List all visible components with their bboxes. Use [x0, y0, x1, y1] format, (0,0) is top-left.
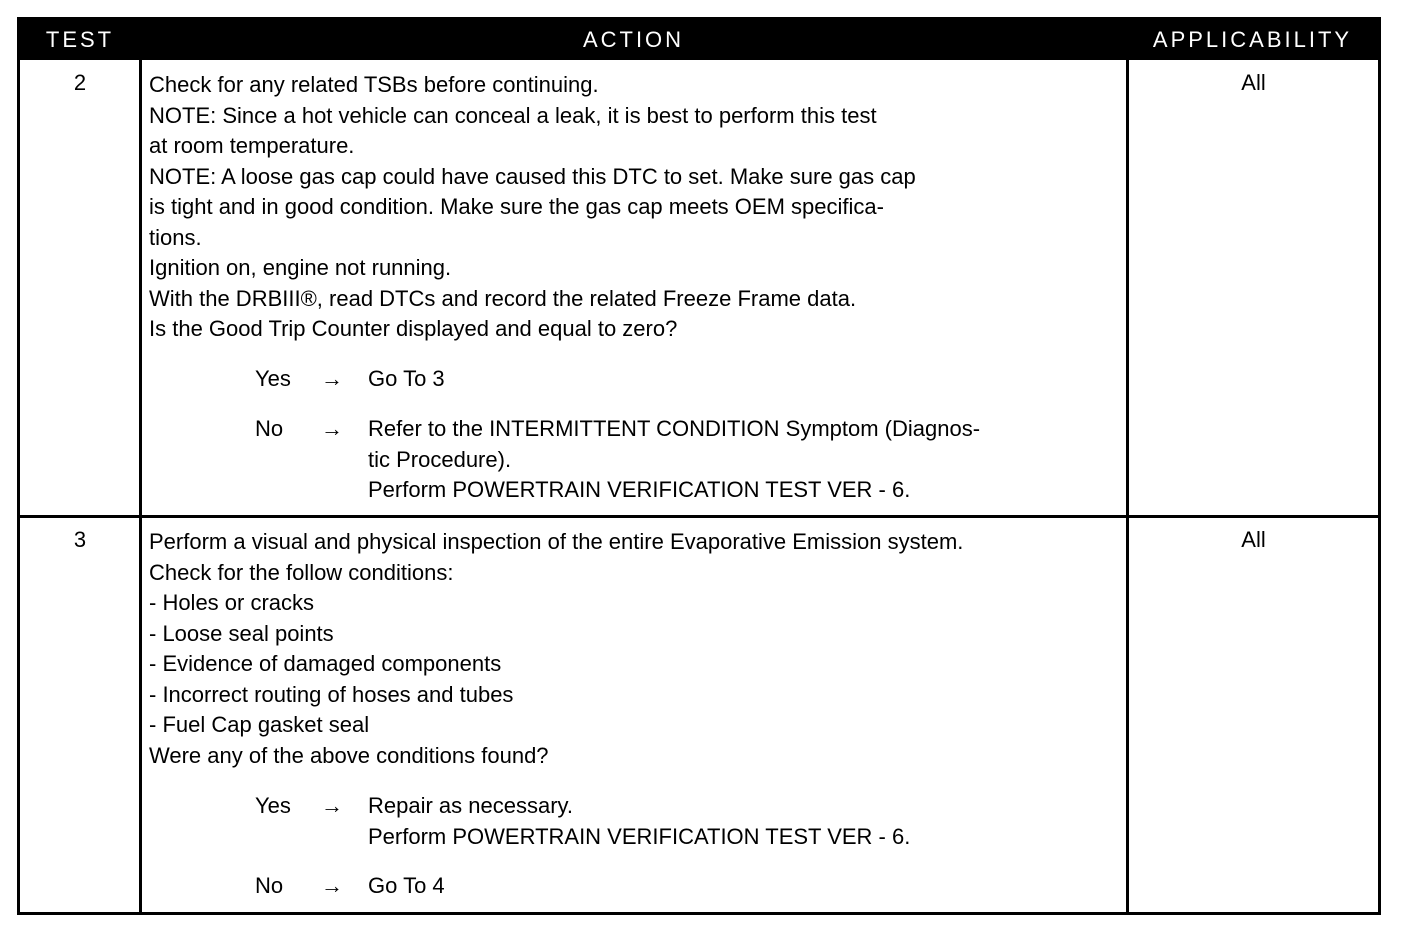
action-line: - Evidence of damaged components	[149, 651, 502, 676]
header-action: ACTION	[582, 27, 685, 52]
action-text	[149, 70, 1121, 345]
result-line: Go To 4	[368, 873, 445, 898]
action-line: - Incorrect routing of hoses and tubes	[149, 681, 514, 707]
result-line: Perform POWERTRAIN VERIFICATION TEST VER - 6.	[368, 477, 911, 502]
action-line: Is the Good Trip Counter displayed and equal to zero?	[149, 316, 678, 341]
result-line: Perform POWERTRAIN VERIFICATION TEST VER - 6.	[368, 823, 911, 849]
answer-label: No	[255, 873, 284, 898]
answer-result	[368, 414, 1128, 506]
action-line: Were any of the above conditions found?	[149, 742, 549, 768]
action-line: Ignition on, engine not running.	[149, 255, 452, 280]
arrow-icon: →	[321, 793, 343, 818]
action-line: With the DRBIII®, read DTCs and record the related Freeze Frame data.	[149, 285, 857, 311]
answer-result	[368, 871, 1128, 902]
table-header	[20, 20, 1378, 60]
result-line: Go To 3	[368, 366, 445, 391]
action-line: - Fuel Cap gasket seal	[149, 712, 370, 737]
diagnostic-table	[17, 17, 1381, 915]
action-line: - Loose seal points	[149, 620, 334, 646]
column-divider	[139, 60, 142, 912]
test-number: 2	[73, 70, 87, 95]
action-line: is tight and in good condition. Make sure the gas cap meets OEM specifica-	[149, 194, 884, 219]
header-test: TEST	[45, 27, 115, 52]
action-line: at room temperature.	[149, 133, 355, 158]
applicability-value: All	[1241, 527, 1266, 552]
answer-label: Yes	[255, 366, 291, 391]
arrow-icon: →	[321, 416, 343, 441]
answer-label: Yes	[255, 793, 291, 818]
header-applicability: APPLICABILITY	[1152, 27, 1353, 52]
answer-result	[368, 364, 1128, 395]
test-number: 3	[73, 527, 87, 552]
result-line: Repair as necessary.	[368, 793, 574, 818]
row-divider	[20, 515, 1378, 518]
action-line: - Holes or cracks	[149, 590, 315, 615]
answer-label: No	[255, 416, 284, 441]
result-line: tic Procedure).	[368, 446, 512, 472]
action-line: Perform a visual and physical inspection of the entire Evaporative Emission system.	[149, 529, 964, 554]
action-line: NOTE: Since a hot vehicle can conceal a leak, it is best to perform this test	[149, 102, 877, 128]
action-text	[149, 527, 1121, 771]
action-line: Check for the follow conditions:	[149, 559, 454, 585]
action-line: Check for any related TSBs before continuing.	[149, 72, 599, 97]
result-line: Refer to the INTERMITTENT CONDITION Symptom (Diagnos-	[368, 416, 981, 441]
applicability-value: All	[1241, 70, 1266, 95]
arrow-icon: →	[321, 873, 343, 898]
action-line: tions.	[149, 224, 202, 250]
answer-result	[368, 791, 1128, 852]
action-line: NOTE: A loose gas cap could have caused this DTC to set. Make sure gas cap	[149, 163, 916, 189]
arrow-icon: →	[321, 366, 343, 391]
